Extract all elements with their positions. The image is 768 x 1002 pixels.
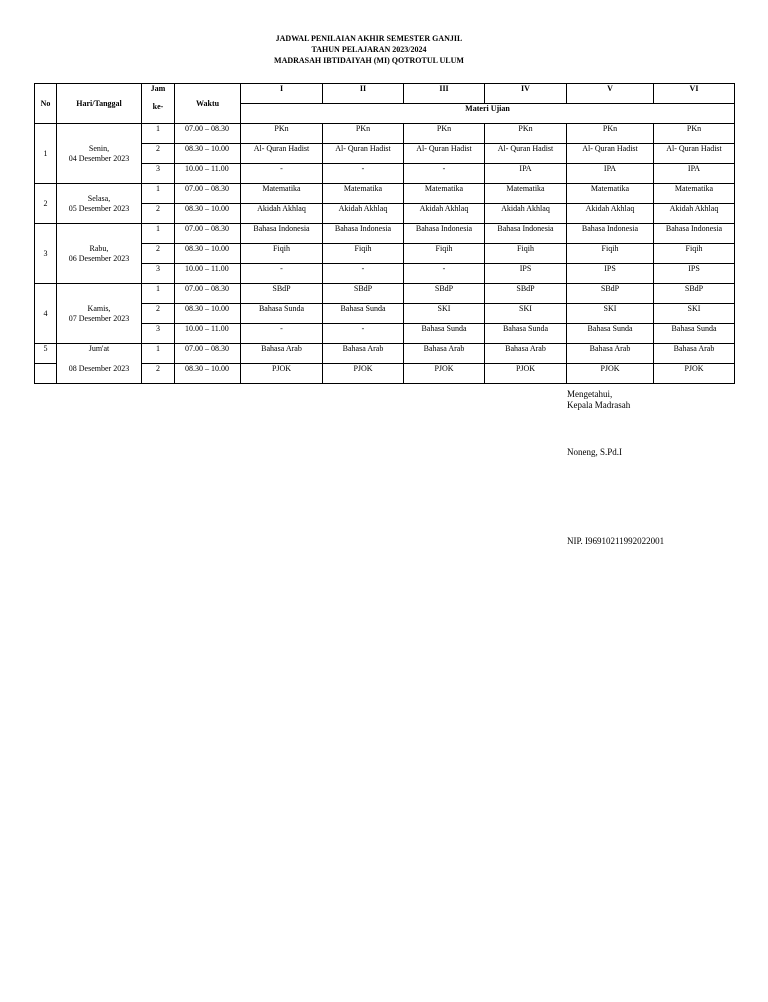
- day-name: Kamis,: [87, 303, 111, 313]
- time-cell: 07.00 – 08.30: [175, 224, 241, 244]
- signature-line-1: Mengetahui,: [567, 389, 613, 399]
- subject-cell: Bahasa Arab: [241, 344, 323, 364]
- header-no: No: [35, 84, 57, 124]
- subject-cell: Bahasa Sunda: [485, 324, 567, 344]
- subject-cell: Matematika: [567, 184, 654, 204]
- subject-cell: PJOK: [654, 364, 735, 384]
- subject-cell: -: [404, 264, 485, 284]
- subject-cell: Bahasa Indonesia: [654, 224, 735, 244]
- subject-cell: PJOK: [567, 364, 654, 384]
- subject-cell: -: [323, 264, 404, 284]
- day-date: [57, 124, 142, 184]
- subject-cell: -: [241, 164, 323, 184]
- title-line-3: MADRASAH IBTIDAIYAH (MI) QOTROTUL ULUM: [274, 56, 464, 65]
- time-cell: 08.30 – 10.00: [175, 144, 241, 164]
- empty-cell: [35, 364, 57, 384]
- subject-cell: Bahasa Sunda: [241, 304, 323, 324]
- jam-cell: 1: [142, 184, 175, 204]
- subject-cell: Bahasa Arab: [485, 344, 567, 364]
- header-class-2: II: [323, 84, 404, 104]
- subject-cell: -: [404, 164, 485, 184]
- subject-cell: PKn: [323, 124, 404, 144]
- subject-cell: Bahasa Indonesia: [241, 224, 323, 244]
- table-row: [35, 284, 735, 304]
- subject-cell: Bahasa Sunda: [654, 324, 735, 344]
- subject-cell: Bahasa Sunda: [567, 324, 654, 344]
- day-no: 3: [35, 224, 57, 284]
- title-line-2: TAHUN PELAJARAN 2023/2024: [311, 45, 427, 54]
- subject-cell: Al- Quran Hadist: [654, 144, 735, 164]
- subject-cell: SBdP: [323, 284, 404, 304]
- subject-cell: Bahasa Sunda: [404, 324, 485, 344]
- table-row: [35, 184, 735, 204]
- subject-cell: SBdP: [654, 284, 735, 304]
- header-jam-line-2: ke-: [152, 102, 164, 111]
- title-line-1: JADWAL PENILAIAN AKHIR SEMESTER GANJIL: [275, 34, 463, 43]
- jam-cell: 1: [142, 224, 175, 244]
- signature-line-2: Kepala Madrasah: [567, 400, 631, 410]
- date-text: 08 Desember 2023: [57, 364, 142, 384]
- subject-cell: Al- Quran Hadist: [567, 144, 654, 164]
- subject-cell: PJOK: [404, 364, 485, 384]
- subject-cell: Akidah Akhlaq: [567, 204, 654, 224]
- table-row: [35, 344, 735, 364]
- subject-cell: Bahasa Arab: [323, 344, 404, 364]
- day-name: Selasa,: [87, 193, 111, 203]
- subject-cell: IPS: [485, 264, 567, 284]
- subject-cell: Matematika: [404, 184, 485, 204]
- subject-cell: PJOK: [323, 364, 404, 384]
- header-materi: Materi Ujian: [241, 104, 735, 124]
- subject-cell: PJOK: [485, 364, 567, 384]
- subject-cell: Bahasa Indonesia: [404, 224, 485, 244]
- subject-cell: SKI: [485, 304, 567, 324]
- subject-cell: SBdP: [485, 284, 567, 304]
- time-cell: 08.30 – 10.00: [175, 304, 241, 324]
- date-text: 07 Desember 2023: [68, 313, 130, 323]
- subject-cell: Bahasa Arab: [654, 344, 735, 364]
- subject-cell: PKn: [567, 124, 654, 144]
- subject-cell: Al- Quran Hadist: [241, 144, 323, 164]
- subject-cell: Matematika: [485, 184, 567, 204]
- subject-cell: IPA: [485, 164, 567, 184]
- subject-cell: SKI: [404, 304, 485, 324]
- time-cell: 07.00 – 08.30: [175, 124, 241, 144]
- jam-cell: 1: [142, 124, 175, 144]
- subject-cell: SKI: [567, 304, 654, 324]
- subject-cell: -: [241, 264, 323, 284]
- subject-cell: Fiqih: [567, 244, 654, 264]
- subject-cell: PJOK: [241, 364, 323, 384]
- signature-name: Noneng, S.Pd.I: [567, 447, 623, 457]
- subject-cell: Fiqih: [485, 244, 567, 264]
- header-jam: [142, 84, 175, 124]
- subject-cell: Bahasa Arab: [567, 344, 654, 364]
- time-cell: 10.00 – 11.00: [175, 164, 241, 184]
- subject-cell: Fiqih: [241, 244, 323, 264]
- jam-cell: 2: [142, 144, 175, 164]
- subject-cell: PKn: [404, 124, 485, 144]
- day-name: Senin,: [88, 143, 110, 153]
- jam-cell: 2: [142, 204, 175, 224]
- date-text: 06 Desember 2023: [68, 253, 130, 263]
- subject-cell: PKn: [485, 124, 567, 144]
- jam-cell: 1: [142, 284, 175, 304]
- header-class-5: V: [567, 84, 654, 104]
- jam-cell: 2: [142, 364, 175, 384]
- date-text: 04 Desember 2023: [68, 153, 130, 163]
- jam-cell: 3: [142, 324, 175, 344]
- schedule-table: [34, 83, 735, 384]
- time-cell: 10.00 – 11.00: [175, 324, 241, 344]
- subject-cell: Matematika: [654, 184, 735, 204]
- subject-cell: Bahasa Sunda: [323, 304, 404, 324]
- header-jam-line-1: Jam: [150, 84, 166, 93]
- header-class-1: I: [241, 84, 323, 104]
- subject-cell: Akidah Akhlaq: [241, 204, 323, 224]
- subject-cell: Al- Quran Hadist: [323, 144, 404, 164]
- table-row: [35, 124, 735, 144]
- subject-cell: IPS: [567, 264, 654, 284]
- subject-cell: Akidah Akhlaq: [323, 204, 404, 224]
- subject-cell: Bahasa Indonesia: [567, 224, 654, 244]
- subject-cell: IPA: [654, 164, 735, 184]
- table-row: [35, 224, 735, 244]
- subject-cell: SKI: [654, 304, 735, 324]
- header-class-3: III: [404, 84, 485, 104]
- subject-cell: PKn: [654, 124, 735, 144]
- subject-cell: SBdP: [567, 284, 654, 304]
- subject-cell: Akidah Akhlaq: [485, 204, 567, 224]
- subject-cell: IPA: [567, 164, 654, 184]
- jam-cell: 2: [142, 304, 175, 324]
- header-time: Waktu: [175, 84, 241, 124]
- header-class-4: IV: [485, 84, 567, 104]
- header-class-6: VI: [654, 84, 735, 104]
- time-cell: 07.00 – 08.30: [175, 184, 241, 204]
- jam-cell: 2: [142, 244, 175, 264]
- time-cell: 08.30 – 10.00: [175, 204, 241, 224]
- subject-cell: SBdP: [404, 284, 485, 304]
- day-name: Jum'at: [88, 344, 110, 353]
- table-row: [35, 364, 735, 384]
- subject-cell: -: [323, 324, 404, 344]
- subject-cell: PKn: [241, 124, 323, 144]
- day-name: Rabu,: [89, 243, 109, 253]
- subject-cell: Fiqih: [323, 244, 404, 264]
- subject-cell: Akidah Akhlaq: [404, 204, 485, 224]
- day-date: [57, 224, 142, 284]
- day-no: 2: [35, 184, 57, 224]
- subject-cell: Matematika: [323, 184, 404, 204]
- day-date: [57, 344, 142, 364]
- subject-cell: Fiqih: [404, 244, 485, 264]
- date-text: 05 Desember 2023: [68, 203, 130, 213]
- day-no: 4: [35, 284, 57, 344]
- time-cell: 08.30 – 10.00: [175, 244, 241, 264]
- time-cell: 08.30 – 10.00: [175, 364, 241, 384]
- subject-cell: Akidah Akhlaq: [654, 204, 735, 224]
- subject-cell: Bahasa Indonesia: [323, 224, 404, 244]
- time-cell: 07.00 – 08.30: [175, 344, 241, 364]
- subject-cell: -: [323, 164, 404, 184]
- jam-cell: 3: [142, 164, 175, 184]
- time-cell: 10.00 – 11.00: [175, 264, 241, 284]
- subject-cell: Fiqih: [654, 244, 735, 264]
- subject-cell: Bahasa Arab: [404, 344, 485, 364]
- header-day-date: Hari/Tanggal: [57, 84, 142, 124]
- subject-cell: SBdP: [241, 284, 323, 304]
- document-title: [0, 33, 738, 66]
- time-cell: 07.00 – 08.30: [175, 284, 241, 304]
- jam-cell: 1: [142, 344, 175, 364]
- signature-nip: NIP. I96910211992022001: [567, 536, 665, 546]
- day-date: [57, 284, 142, 344]
- subject-cell: Al- Quran Hadist: [404, 144, 485, 164]
- subject-cell: Matematika: [241, 184, 323, 204]
- subject-cell: Bahasa Indonesia: [485, 224, 567, 244]
- subject-cell: IPS: [654, 264, 735, 284]
- day-no: 1: [35, 124, 57, 184]
- day-no: 5: [35, 344, 57, 364]
- jam-cell: 3: [142, 264, 175, 284]
- subject-cell: Al- Quran Hadist: [485, 144, 567, 164]
- day-date: [57, 184, 142, 224]
- subject-cell: -: [241, 324, 323, 344]
